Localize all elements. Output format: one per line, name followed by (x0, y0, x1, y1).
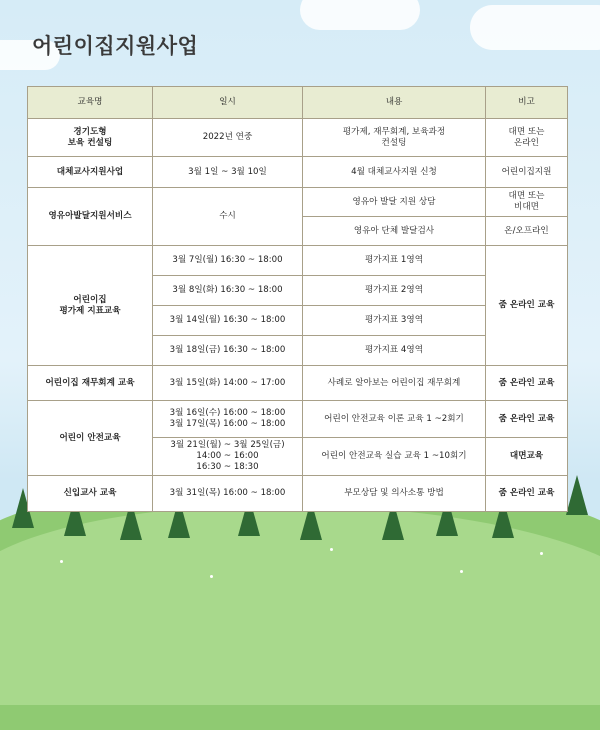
table-row (28, 188, 568, 217)
table-row (28, 366, 568, 401)
snow-dot (210, 575, 213, 578)
row-date: 3월 14일(월) 16:30 ~ 18:00 (153, 306, 303, 336)
row-content: 평가지표 3영역 (303, 306, 486, 336)
row-date: 2022년 연중 (153, 119, 303, 157)
column-header-name: 교육명 (28, 87, 153, 119)
row-note: 대면교육 (486, 438, 568, 476)
snow-dot (460, 570, 463, 573)
row-date: 3월 21일(월) ~ 3월 25일(금) 14:00 ~ 16:00 16:30 ~ 18:30 (153, 438, 303, 476)
table-row (28, 246, 568, 276)
row-content: 평가지표 2영역 (303, 276, 486, 306)
row-note: 대면 또는 비대면 (486, 188, 568, 217)
table-row (28, 476, 568, 512)
row-content: 4월 대체교사지원 신청 (303, 157, 486, 188)
snow-dot (540, 552, 543, 555)
row-note: 온/오프라인 (486, 217, 568, 246)
row-note: 줌 온라인 교육 (486, 366, 568, 401)
page-title: 어린이집지원사업 (32, 34, 199, 58)
row-content: 사례로 알아보는 어린이집 재무회계 (303, 366, 486, 401)
row-name: 어린이집 재무회계 교육 (28, 366, 153, 401)
table-header-row (28, 87, 568, 119)
row-date: 3월 16일(수) 16:00 ~ 18:00 3월 17일(목) 16:00 ~ 18:00 (153, 401, 303, 438)
row-note: 줌 온라인 교육 (486, 476, 568, 512)
row-content: 부모상담 및 의사소통 방법 (303, 476, 486, 512)
row-date: 3월 8일(화) 16:30 ~ 18:00 (153, 276, 303, 306)
column-header-note: 비고 (486, 87, 568, 119)
table-row (28, 401, 568, 438)
row-note: 대면 또는 온라인 (486, 119, 568, 157)
row-name: 대체교사지원사업 (28, 157, 153, 188)
row-content: 평가지표 4영역 (303, 336, 486, 366)
row-content: 평가제, 재무회계, 보육과정 컨설팅 (303, 119, 486, 157)
cloud (300, 0, 420, 30)
row-date: 3월 18일(금) 16:30 ~ 18:00 (153, 336, 303, 366)
program-table (27, 86, 567, 512)
row-name: 경기도형 보육 컨설팅 (28, 119, 153, 157)
column-header-content: 내용 (303, 87, 486, 119)
row-date: 수시 (153, 188, 303, 246)
row-name: 어린이집 평가제 지표교육 (28, 246, 153, 366)
row-date: 3월 7일(월) 16:30 ~ 18:00 (153, 246, 303, 276)
column-header-date: 일시 (153, 87, 303, 119)
row-date: 3월 31일(목) 16:00 ~ 18:00 (153, 476, 303, 512)
row-note: 줌 온라인 교육 (486, 401, 568, 438)
snow-dot (60, 560, 63, 563)
row-date: 3월 15일(화) 14:00 ~ 17:00 (153, 366, 303, 401)
row-content: 어린이 안전교육 실습 교육 1 ~10회기 (303, 438, 486, 476)
row-date: 3월 1일 ~ 3월 10일 (153, 157, 303, 188)
row-note: 어린이집지원 (486, 157, 568, 188)
cloud (470, 5, 600, 50)
snow-dot (330, 548, 333, 551)
row-name: 어린이 안전교육 (28, 401, 153, 476)
table-row (28, 119, 568, 157)
row-name: 영유아발달지원서비스 (28, 188, 153, 246)
table-row (28, 157, 568, 188)
row-content: 영유아 단체 발달검사 (303, 217, 486, 246)
row-content: 영유아 발달 지원 상담 (303, 188, 486, 217)
row-content: 평가지표 1영역 (303, 246, 486, 276)
tree-icon (566, 475, 588, 515)
row-content: 어린이 안전교육 이론 교육 1 ~2회기 (303, 401, 486, 438)
row-name: 신입교사 교육 (28, 476, 153, 512)
row-note: 줌 온라인 교육 (486, 246, 568, 366)
